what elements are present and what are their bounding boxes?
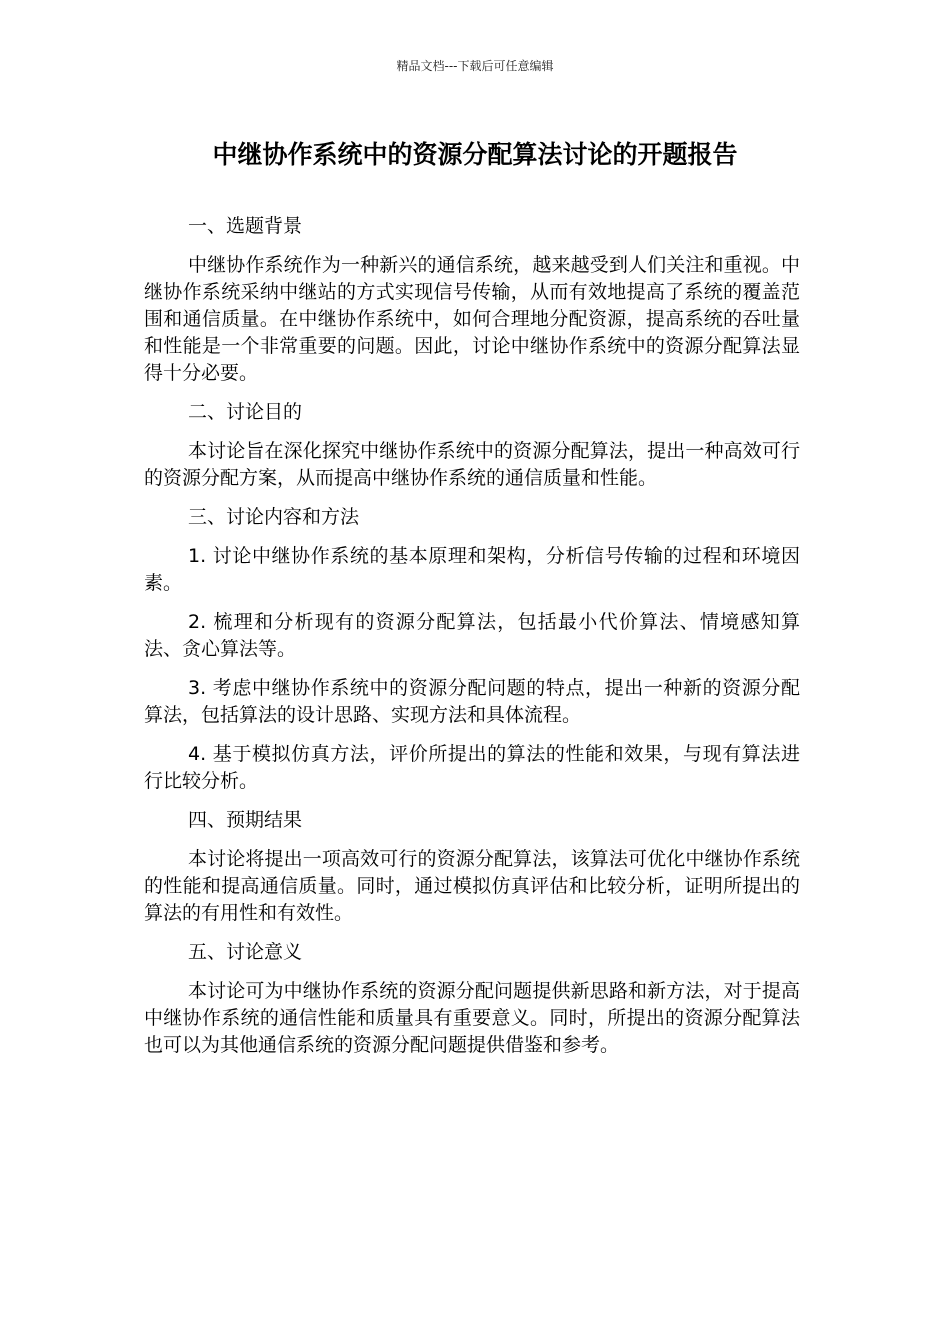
paragraph-background: 中继协作系统作为一种新兴的通信系统，越来越受到人们关注和重视。中继协作系统采纳中继站的方式实现信号传输，从而有效地提高了系统的覆盖范围和通信质量。在中继协作系统中，如何合理地分配资源，提高系统的吞吐量和性能是一个非常重要的问题。因此，讨论中继协作系统中的资源分配算法显得十分必要。 <box>144 254 800 384</box>
paragraph-significance: 本讨论可为中继协作系统的资源分配问题提供新思路和新方法，对于提高中继协作系统的通信性能和质量具有重要意义。同时，所提出的资源分配算法也可以为其他通信系统的资源分配问题提供借鉴和参考。 <box>144 980 800 1056</box>
section-heading-purpose: 二、讨论目的 <box>188 401 303 423</box>
list-item-3: 3. 考虑中继协作系统中的资源分配问题的特点，提出一种新的资源分配算法，包括算法的设计思路、实现方法和具体流程。 <box>144 677 800 726</box>
section-heading-content-methods: 三、讨论内容和方法 <box>188 506 360 528</box>
section-heading-expected-results: 四、预期结果 <box>188 809 303 831</box>
paragraph-purpose: 本讨论旨在深化探究中继协作系统中的资源分配算法，提出一种高效可行的资源分配方案，从而提高中继协作系统的通信质量和性能。 <box>144 440 800 489</box>
list-item-4: 4. 基于模拟仿真方法，评价所提出的算法的性能和效果，与现有算法进行比较分析。 <box>144 743 800 792</box>
document-title: 中继协作系统中的资源分配算法讨论的开题报告 <box>212 140 738 169</box>
list-item-1: 1. 讨论中继协作系统的基本原理和架构，分析信号传输的过程和环境因素。 <box>144 545 800 594</box>
list-item-2: 2. 梳理和分析现有的资源分配算法，包括最小代价算法、情境感知算法、贪心算法等。 <box>144 611 800 660</box>
paragraph-expected-results: 本讨论将提出一项高效可行的资源分配算法，该算法可优化中继协作系统的性能和提高通信质量。同时，通过模拟仿真评估和比较分析，证明所提出的算法的有用性和有效性。 <box>144 848 800 924</box>
section-heading-background: 一、选题背景 <box>188 215 303 237</box>
document-body <box>144 213 800 1071</box>
page-header-note: 精品文档---下载后可任意编辑 <box>396 59 554 73</box>
section-heading-significance: 五、讨论意义 <box>188 941 303 963</box>
